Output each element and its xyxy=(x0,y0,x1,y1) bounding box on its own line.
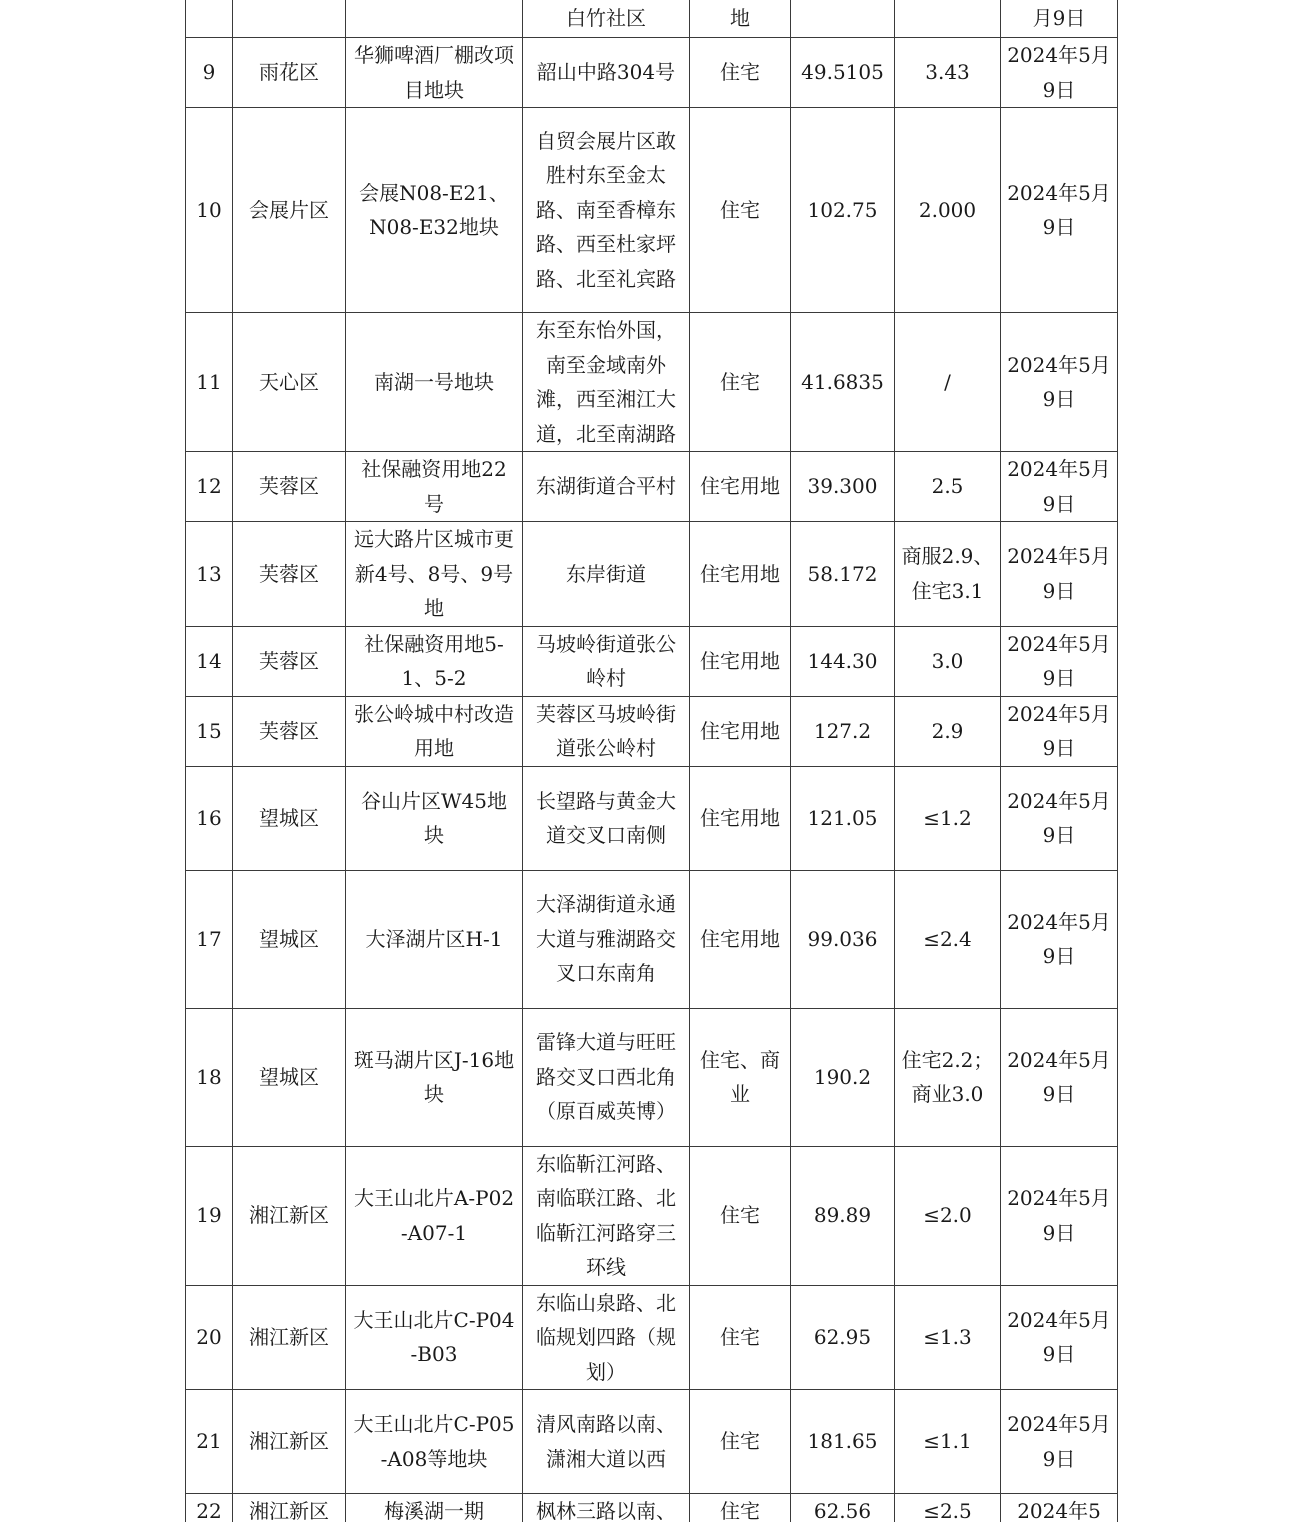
cell-far: ≤2.4 xyxy=(895,870,1001,1008)
cell-location: 枫林三路以南、 xyxy=(523,1494,690,1522)
cell-no: 12 xyxy=(186,452,233,522)
cell-no: 16 xyxy=(186,766,233,870)
cell-no xyxy=(186,0,233,38)
cell-area: 49.5105 xyxy=(791,38,895,108)
cell-date: 2024年5月9日 xyxy=(1001,696,1118,766)
cell-name: 大泽湖片区H-1 xyxy=(346,870,523,1008)
table-body xyxy=(186,0,1118,1522)
cell-name: 大王山北片C-P05-A08等地块 xyxy=(346,1390,523,1494)
cell-far xyxy=(895,0,1001,38)
cell-no: 13 xyxy=(186,522,233,627)
table-row xyxy=(186,0,1118,38)
cell-date: 2024年5月9日 xyxy=(1001,38,1118,108)
cell-location: 东至东怡外国，南至金域南外滩，西至湘江大道，北至南湖路 xyxy=(523,313,690,452)
cell-name: 会展N08-E21、N08-E32地块 xyxy=(346,108,523,313)
cell-district: 芙蓉区 xyxy=(233,522,346,627)
cell-far: 2.5 xyxy=(895,452,1001,522)
cell-name: 远大路片区城市更新4号、8号、9号地 xyxy=(346,522,523,627)
cell-no: 17 xyxy=(186,870,233,1008)
cell-district: 望城区 xyxy=(233,1008,346,1146)
cell-name xyxy=(346,0,523,38)
cell-name: 张公岭城中村改造用地 xyxy=(346,696,523,766)
cell-no: 9 xyxy=(186,38,233,108)
cell-area xyxy=(791,0,895,38)
cell-name: 社保融资用地22号 xyxy=(346,452,523,522)
cell-name: 华狮啤酒厂棚改项目地块 xyxy=(346,38,523,108)
cell-far: ≤2.5 xyxy=(895,1494,1001,1522)
cell-no: 21 xyxy=(186,1390,233,1494)
cell-far: ≤1.2 xyxy=(895,766,1001,870)
cell-far: 商服2.9、住宅3.1 xyxy=(895,522,1001,627)
cell-district: 望城区 xyxy=(233,766,346,870)
cell-use: 住宅 xyxy=(690,108,791,313)
cell-date: 2024年5月9日 xyxy=(1001,452,1118,522)
cell-district: 芙蓉区 xyxy=(233,626,346,696)
cell-use: 住宅用地 xyxy=(690,696,791,766)
cell-date: 2024年5月9日 xyxy=(1001,1390,1118,1494)
cell-name: 社保融资用地5-1、5-2 xyxy=(346,626,523,696)
cell-name: 大王山北片C-P04-B03 xyxy=(346,1285,523,1390)
cell-area: 144.30 xyxy=(791,626,895,696)
cell-name: 南湖一号地块 xyxy=(346,313,523,452)
cell-location: 自贸会展片区敢胜村东至金太路、南至香樟东路、西至杜家坪路、北至礼宾路 xyxy=(523,108,690,313)
cell-district: 芙蓉区 xyxy=(233,452,346,522)
cell-date: 月9日 xyxy=(1001,0,1118,38)
cell-area: 62.56 xyxy=(791,1494,895,1522)
cell-far: 3.43 xyxy=(895,38,1001,108)
cell-far: 3.0 xyxy=(895,626,1001,696)
cell-location: 芙蓉区马坡岭街道张公岭村 xyxy=(523,696,690,766)
table-row xyxy=(186,38,1118,108)
cell-no: 20 xyxy=(186,1285,233,1390)
cell-area: 190.2 xyxy=(791,1008,895,1146)
cell-use: 住宅用地 xyxy=(690,870,791,1008)
cell-location: 马坡岭街道张公岭村 xyxy=(523,626,690,696)
cell-area: 127.2 xyxy=(791,696,895,766)
cell-no: 19 xyxy=(186,1146,233,1285)
table-row xyxy=(186,108,1118,313)
table-row xyxy=(186,766,1118,870)
cell-no: 15 xyxy=(186,696,233,766)
cell-use: 住宅 xyxy=(690,1494,791,1522)
cell-far: / xyxy=(895,313,1001,452)
cell-area: 121.05 xyxy=(791,766,895,870)
cell-location: 韶山中路304号 xyxy=(523,38,690,108)
cell-date: 2024年5月9日 xyxy=(1001,766,1118,870)
cell-date: 2024年5月9日 xyxy=(1001,626,1118,696)
cell-location: 雷锋大道与旺旺路交叉口西北角（原百威英博） xyxy=(523,1008,690,1146)
cell-area: 89.89 xyxy=(791,1146,895,1285)
table-row xyxy=(186,870,1118,1008)
cell-no: 10 xyxy=(186,108,233,313)
cell-use: 住宅用地 xyxy=(690,522,791,627)
cell-use: 住宅、商业 xyxy=(690,1008,791,1146)
cell-location: 东岸街道 xyxy=(523,522,690,627)
cell-area: 41.6835 xyxy=(791,313,895,452)
table-row xyxy=(186,522,1118,627)
cell-far: ≤1.3 xyxy=(895,1285,1001,1390)
cell-location: 白竹社区 xyxy=(523,0,690,38)
cell-no: 11 xyxy=(186,313,233,452)
cell-date: 2024年5月9日 xyxy=(1001,1285,1118,1390)
cell-district xyxy=(233,0,346,38)
cell-district: 湘江新区 xyxy=(233,1390,346,1494)
cell-area: 102.75 xyxy=(791,108,895,313)
cell-far: ≤1.1 xyxy=(895,1390,1001,1494)
cell-use: 住宅 xyxy=(690,38,791,108)
cell-district: 会展片区 xyxy=(233,108,346,313)
cell-use: 地 xyxy=(690,0,791,38)
cell-far: 2.000 xyxy=(895,108,1001,313)
cell-date: 2024年5 xyxy=(1001,1494,1118,1522)
land-parcel-table xyxy=(185,0,1118,1522)
cell-location: 长望路与黄金大道交叉口南侧 xyxy=(523,766,690,870)
table-row xyxy=(186,1285,1118,1390)
cell-far: 住宅2.2；商业3.0 xyxy=(895,1008,1001,1146)
cell-location: 大泽湖街道永通大道与雅湖路交叉口东南角 xyxy=(523,870,690,1008)
cell-area: 39.300 xyxy=(791,452,895,522)
cell-district: 芙蓉区 xyxy=(233,696,346,766)
cell-use: 住宅 xyxy=(690,1146,791,1285)
cell-no: 22 xyxy=(186,1494,233,1522)
cell-name: 谷山片区W45地块 xyxy=(346,766,523,870)
table-row xyxy=(186,1008,1118,1146)
cell-area: 99.036 xyxy=(791,870,895,1008)
cell-date: 2024年5月9日 xyxy=(1001,313,1118,452)
cell-name: 梅溪湖一期 xyxy=(346,1494,523,1522)
cell-far: ≤2.0 xyxy=(895,1146,1001,1285)
cell-area: 62.95 xyxy=(791,1285,895,1390)
cell-date: 2024年5月9日 xyxy=(1001,1008,1118,1146)
cell-name: 斑马湖片区J-16地块 xyxy=(346,1008,523,1146)
cell-location: 东临山泉路、北临规划四路（规划） xyxy=(523,1285,690,1390)
cell-location: 东临靳江河路、南临联江路、北临靳江河路穿三环线 xyxy=(523,1146,690,1285)
cell-use: 住宅 xyxy=(690,1285,791,1390)
cell-area: 58.172 xyxy=(791,522,895,627)
table-row xyxy=(186,452,1118,522)
table-row xyxy=(186,626,1118,696)
table-row xyxy=(186,1390,1118,1494)
cell-district: 湘江新区 xyxy=(233,1494,346,1522)
cell-no: 14 xyxy=(186,626,233,696)
table-row xyxy=(186,1146,1118,1285)
cell-use: 住宅 xyxy=(690,1390,791,1494)
cell-date: 2024年5月9日 xyxy=(1001,870,1118,1008)
cell-district: 湘江新区 xyxy=(233,1285,346,1390)
cell-date: 2024年5月9日 xyxy=(1001,522,1118,627)
table-row xyxy=(186,1494,1118,1522)
cell-use: 住宅用地 xyxy=(690,452,791,522)
cell-date: 2024年5月9日 xyxy=(1001,108,1118,313)
cell-use: 住宅用地 xyxy=(690,766,791,870)
cell-district: 天心区 xyxy=(233,313,346,452)
cell-use: 住宅 xyxy=(690,313,791,452)
cell-area: 181.65 xyxy=(791,1390,895,1494)
cell-use: 住宅用地 xyxy=(690,626,791,696)
cell-district: 雨花区 xyxy=(233,38,346,108)
cell-location: 东湖街道合平村 xyxy=(523,452,690,522)
cell-district: 湘江新区 xyxy=(233,1146,346,1285)
cell-district: 望城区 xyxy=(233,870,346,1008)
table-row xyxy=(186,313,1118,452)
cell-date: 2024年5月9日 xyxy=(1001,1146,1118,1285)
cell-name: 大王山北片A-P02-A07-1 xyxy=(346,1146,523,1285)
cell-no: 18 xyxy=(186,1008,233,1146)
table-row xyxy=(186,696,1118,766)
cell-far: 2.9 xyxy=(895,696,1001,766)
cell-location: 清风南路以南、潇湘大道以西 xyxy=(523,1390,690,1494)
